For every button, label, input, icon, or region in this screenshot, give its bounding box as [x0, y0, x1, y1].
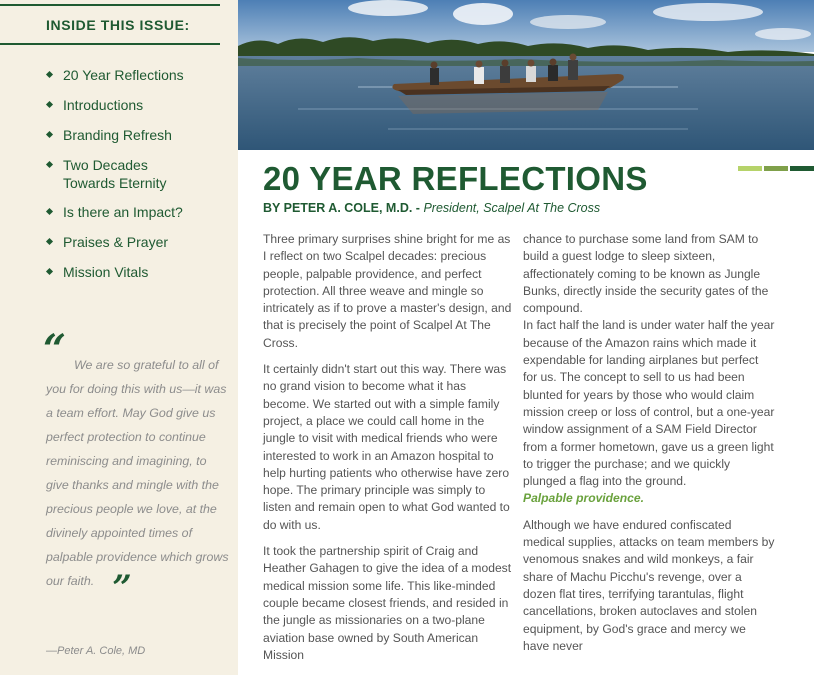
article-paragraph: Although we have endured confiscated medical supplies, attacks on team members by venomous snakes and wild monkeys, a fair share of Machu Picchu's revenge, over a dozen flat tires, terrifying tarantulas, flight cancellations, broken autoclaves and stolen equipment, by God's grace and mercy we have never	[523, 517, 775, 653]
toc-item[interactable]: Praises & Prayer	[46, 233, 236, 251]
byline-role: President, Scalpel At The Cross	[423, 201, 601, 215]
article-paragraph: Three primary surprises shine bright for me as I reflect on two Scalpel decades: precious people, palpable providence, and perfect protection. All three weave and mingle so intricately as if to prove a master's design, and that is precisely the point of Scalpel At The Cross.	[263, 232, 512, 350]
close-quote-icon: ”	[112, 568, 132, 608]
toc-item[interactable]: Introductions	[46, 96, 236, 114]
river-boat-image	[238, 0, 814, 150]
toc-item[interactable]: 20 Year Reflections	[46, 66, 236, 84]
sidebar-heading: INSIDE THIS ISSUE:	[46, 17, 190, 33]
toc-item[interactable]: Branding Refresh	[46, 126, 236, 144]
toc-item[interactable]: Mission Vitals	[46, 263, 236, 281]
pull-quote-text: We are so grateful to all of you for doing this with us—it was a team effort. May God give us perfect protection to continue reminiscing and imagining, to give thanks and mingle with the precious people we love, at the divinely appointed times of palpable providence which grows our faith.	[46, 358, 229, 588]
sidebar	[0, 0, 238, 675]
highlight-phrase: Palpable providence.	[523, 491, 644, 506]
article-column-1	[263, 231, 515, 673]
article-title: 20 YEAR REFLECTIONS	[263, 160, 648, 197]
article-column-2	[523, 231, 775, 664]
pull-quote	[46, 353, 232, 608]
table-of-contents	[46, 66, 236, 293]
toc-item[interactable]: Two Decades Towards Eternity	[46, 156, 236, 192]
toc-item[interactable]: Is there an Impact?	[46, 203, 236, 221]
article-paragraph: It certainly didn't start out this way. There was no grand vision to become what it has become. We started out with a simple family project, a place we could call home in the jungle to visit with medical friends who were interested to work in an Amazon hospital to help hurting patients who otherwise have zero hope. The primary principle was simply to listen and remain open to what God wanted to do with us.	[263, 362, 510, 532]
sidebar-top-rule	[0, 4, 220, 6]
article-paragraph: chance to purchase some land from SAM to build a guest lodge to sleep sixteen, affectionately coming to be known as Jungle Bunks, directly inside the security gates of the compound.	[523, 232, 769, 316]
article-byline	[263, 201, 600, 215]
sidebar-heading-rule	[0, 43, 220, 45]
article-paragraph: In fact half the land is under water half the year because of the Amazon rains which made it expendable for landing airplanes but perfect for us. The concept to sell to us had been blunted for years by those who would claim mission creep or loss of control, but a one-year window assignment of a SAM Field Director from a former hometown, gave us a green light to trigger the purchase; and we quickly plunged a flag into the ground.	[523, 318, 775, 489]
hero-photo	[238, 0, 814, 150]
accent-bar-mid	[764, 166, 788, 171]
quote-attribution: —Peter A. Cole, MD	[46, 645, 146, 657]
open-quote-icon: “	[43, 326, 67, 373]
accent-bar-dark	[790, 166, 814, 171]
accent-bar-light	[738, 166, 762, 171]
byline-author: BY PETER A. COLE, M.D. -	[263, 201, 424, 215]
article-paragraph: It took the partnership spirit of Craig and Heather Gahagen to give the idea of a modest medical mission some life. This like-minded couple became closest friends, and resided in the jungle as missionaries on a two-plane aviation base owned by South American Mission	[263, 544, 512, 662]
